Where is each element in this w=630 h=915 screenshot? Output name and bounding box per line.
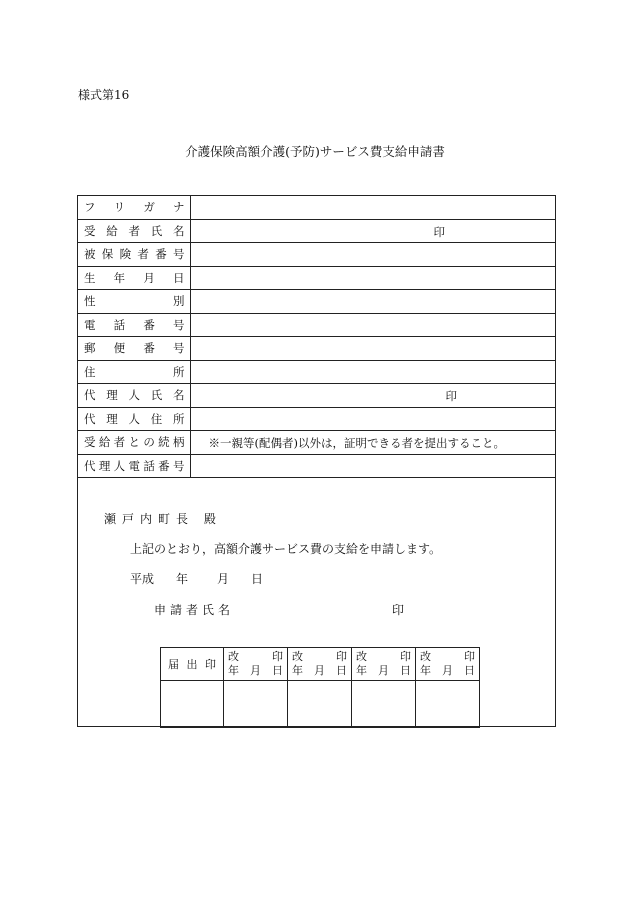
label-char: フ xyxy=(84,200,96,215)
form-row-value-field[interactable] xyxy=(190,219,555,243)
applicant-info-table xyxy=(78,196,555,478)
label-char: 名 xyxy=(173,223,185,238)
label-char: ナ xyxy=(172,200,185,215)
form-row xyxy=(78,454,555,478)
label-char: 月 xyxy=(143,270,155,285)
label-char: 番 xyxy=(158,458,170,473)
form-row-label xyxy=(78,431,190,455)
form-row-value-field[interactable] xyxy=(190,384,555,408)
label-char: 理 xyxy=(106,388,118,403)
label-char: 号 xyxy=(172,458,185,473)
form-row-value-field[interactable] xyxy=(190,266,555,290)
date-month: 月 xyxy=(217,572,230,586)
form-row xyxy=(78,407,555,431)
date-unit-text: 月 xyxy=(378,664,389,677)
form-row-value-field[interactable] xyxy=(190,196,555,219)
label-char: 者 xyxy=(113,435,126,450)
form-row-label xyxy=(78,454,190,478)
label-char: 便 xyxy=(113,341,126,356)
form-row-label xyxy=(78,337,190,361)
seal-change-text: 印 xyxy=(272,650,283,663)
seal-stamp-box[interactable] xyxy=(161,681,224,728)
form-row xyxy=(78,196,555,219)
relationship-note: ※一親等(配偶者)以外は，証明できる者を提出すること。 xyxy=(208,436,505,450)
form-row-label xyxy=(78,196,190,219)
seal-change-header xyxy=(352,648,416,681)
label-char: 所 xyxy=(173,364,185,379)
label-char: 性 xyxy=(84,294,96,309)
form-row xyxy=(78,266,555,290)
label-char: 者 xyxy=(137,247,149,262)
label-char: 保 xyxy=(101,247,114,262)
label-char: 住 xyxy=(84,364,96,379)
form-row-label xyxy=(78,407,190,431)
date-unit-text: 日 xyxy=(336,664,347,677)
label-char: 番 xyxy=(143,317,155,332)
form-row xyxy=(78,290,555,314)
label-char: 被 xyxy=(84,247,96,262)
seal-change-text: 改 xyxy=(420,650,431,663)
form-title: 介護保険高額介護(予防)サービス費支給申請書 xyxy=(185,144,445,159)
date-unit-text: 月 xyxy=(442,664,453,677)
label-char: 年 xyxy=(113,270,126,285)
label-char: 生 xyxy=(84,270,96,285)
label-char: 理 xyxy=(98,458,111,473)
form-row-value-field[interactable] xyxy=(190,313,555,337)
date-day: 日 xyxy=(251,572,264,586)
label-char: 別 xyxy=(173,294,185,309)
label-char: 番 xyxy=(155,247,167,262)
date-unit-text: 年 xyxy=(356,664,367,677)
form-row-label xyxy=(78,243,190,267)
label-char: 者 xyxy=(128,223,140,238)
label-char: 号 xyxy=(172,317,185,332)
form-number: 様式第16 xyxy=(78,88,130,102)
applicant-name-label: 申請者氏名 xyxy=(154,603,235,617)
label-char: 話 xyxy=(143,458,155,473)
seal-stamp-box[interactable] xyxy=(416,681,480,728)
label-char: 険 xyxy=(119,247,132,262)
date-year: 年 xyxy=(176,572,189,586)
seal-change-header xyxy=(288,648,352,681)
form-row-value-field[interactable] xyxy=(190,290,555,314)
label-char: 話 xyxy=(113,317,126,332)
applicant-seal-mark: 印 xyxy=(392,603,405,617)
seal-mark: 印 xyxy=(433,224,445,239)
form-row-value-field[interactable] xyxy=(190,337,555,361)
seal-stamp-box[interactable] xyxy=(288,681,352,728)
form-row-label xyxy=(78,360,190,384)
label-char: 代 xyxy=(84,411,96,426)
label-char: 名 xyxy=(173,388,185,403)
seal-change-text: 改 xyxy=(292,650,303,663)
date-unit-text: 日 xyxy=(400,664,411,677)
addressee: 瀬戸内町長 殿 xyxy=(104,512,222,526)
label-char: 受 xyxy=(84,435,96,450)
label-char: 氏 xyxy=(150,388,163,403)
label-char: 続 xyxy=(158,435,170,450)
date-unit-text: 年 xyxy=(292,664,303,677)
label-char: 電 xyxy=(84,317,96,332)
label-char: 印 xyxy=(205,658,216,671)
form-row xyxy=(78,384,555,408)
seal-change-text: 改 xyxy=(356,650,367,663)
application-form-frame xyxy=(77,195,556,727)
label-char: 人 xyxy=(128,388,140,403)
seal-change-text: 印 xyxy=(400,650,411,663)
label-char: 番 xyxy=(143,341,155,356)
seal-change-text: 印 xyxy=(336,650,347,663)
seal-stamp-box[interactable] xyxy=(224,681,288,728)
date-era: 平成 xyxy=(130,572,155,586)
form-row-label xyxy=(78,384,190,408)
label-char: の xyxy=(143,435,155,450)
label-char: 給 xyxy=(106,223,118,238)
form-row-label xyxy=(78,266,190,290)
seal-registration-table xyxy=(160,647,480,728)
form-row xyxy=(78,360,555,384)
label-char: 氏 xyxy=(150,223,163,238)
form-row-label xyxy=(78,313,190,337)
date-unit-text: 年 xyxy=(420,664,431,677)
form-row-value-field[interactable] xyxy=(190,407,555,431)
date-unit-text: 日 xyxy=(464,664,475,677)
form-row xyxy=(78,219,555,243)
date-unit-text: 月 xyxy=(250,664,261,677)
date-unit-text: 年 xyxy=(228,664,239,677)
form-row-value-field[interactable] xyxy=(190,243,555,267)
label-char: 人 xyxy=(128,411,140,426)
label-char: リ xyxy=(113,200,126,215)
date-unit-text: 日 xyxy=(272,664,283,677)
form-row-label xyxy=(78,219,190,243)
label-char: 柄 xyxy=(172,435,185,450)
label-char: 郵 xyxy=(84,341,96,356)
label-char: と xyxy=(128,435,140,450)
label-char: 電 xyxy=(128,458,140,473)
label-char: 人 xyxy=(113,458,126,473)
label-char: ガ xyxy=(143,200,155,215)
date-unit-text: 月 xyxy=(314,664,325,677)
label-char: 代 xyxy=(84,458,96,473)
seal-change-text: 改 xyxy=(228,650,239,663)
label-char: 所 xyxy=(173,411,185,426)
form-row-label xyxy=(78,290,190,314)
form-row-value-field[interactable] xyxy=(190,454,555,478)
form-row-value-field[interactable] xyxy=(190,360,555,384)
label-char: 出 xyxy=(186,658,198,671)
seal-change-header xyxy=(224,648,288,681)
seal-stamp-box[interactable] xyxy=(352,681,416,728)
label-char: 住 xyxy=(150,411,163,426)
form-row xyxy=(78,337,555,361)
seal-mark: 印 xyxy=(445,389,457,403)
seal-change-header xyxy=(416,648,480,681)
label-char: 号 xyxy=(172,247,185,262)
label-char: 理 xyxy=(106,411,118,426)
form-row-value-field[interactable] xyxy=(190,431,555,455)
stamp-head-label xyxy=(161,648,224,681)
seal-change-text: 印 xyxy=(464,650,475,663)
label-char: 届 xyxy=(168,658,179,671)
form-row xyxy=(78,431,555,455)
label-char: 日 xyxy=(172,270,185,285)
form-row xyxy=(78,313,555,337)
application-statement: 上記のとおり，高額介護サービス費の支給を申請します。 xyxy=(130,542,442,556)
label-char: 代 xyxy=(84,388,96,403)
label-char: 受 xyxy=(84,223,96,238)
label-char: 号 xyxy=(172,341,185,356)
label-char: 給 xyxy=(98,435,111,450)
form-row xyxy=(78,243,555,267)
